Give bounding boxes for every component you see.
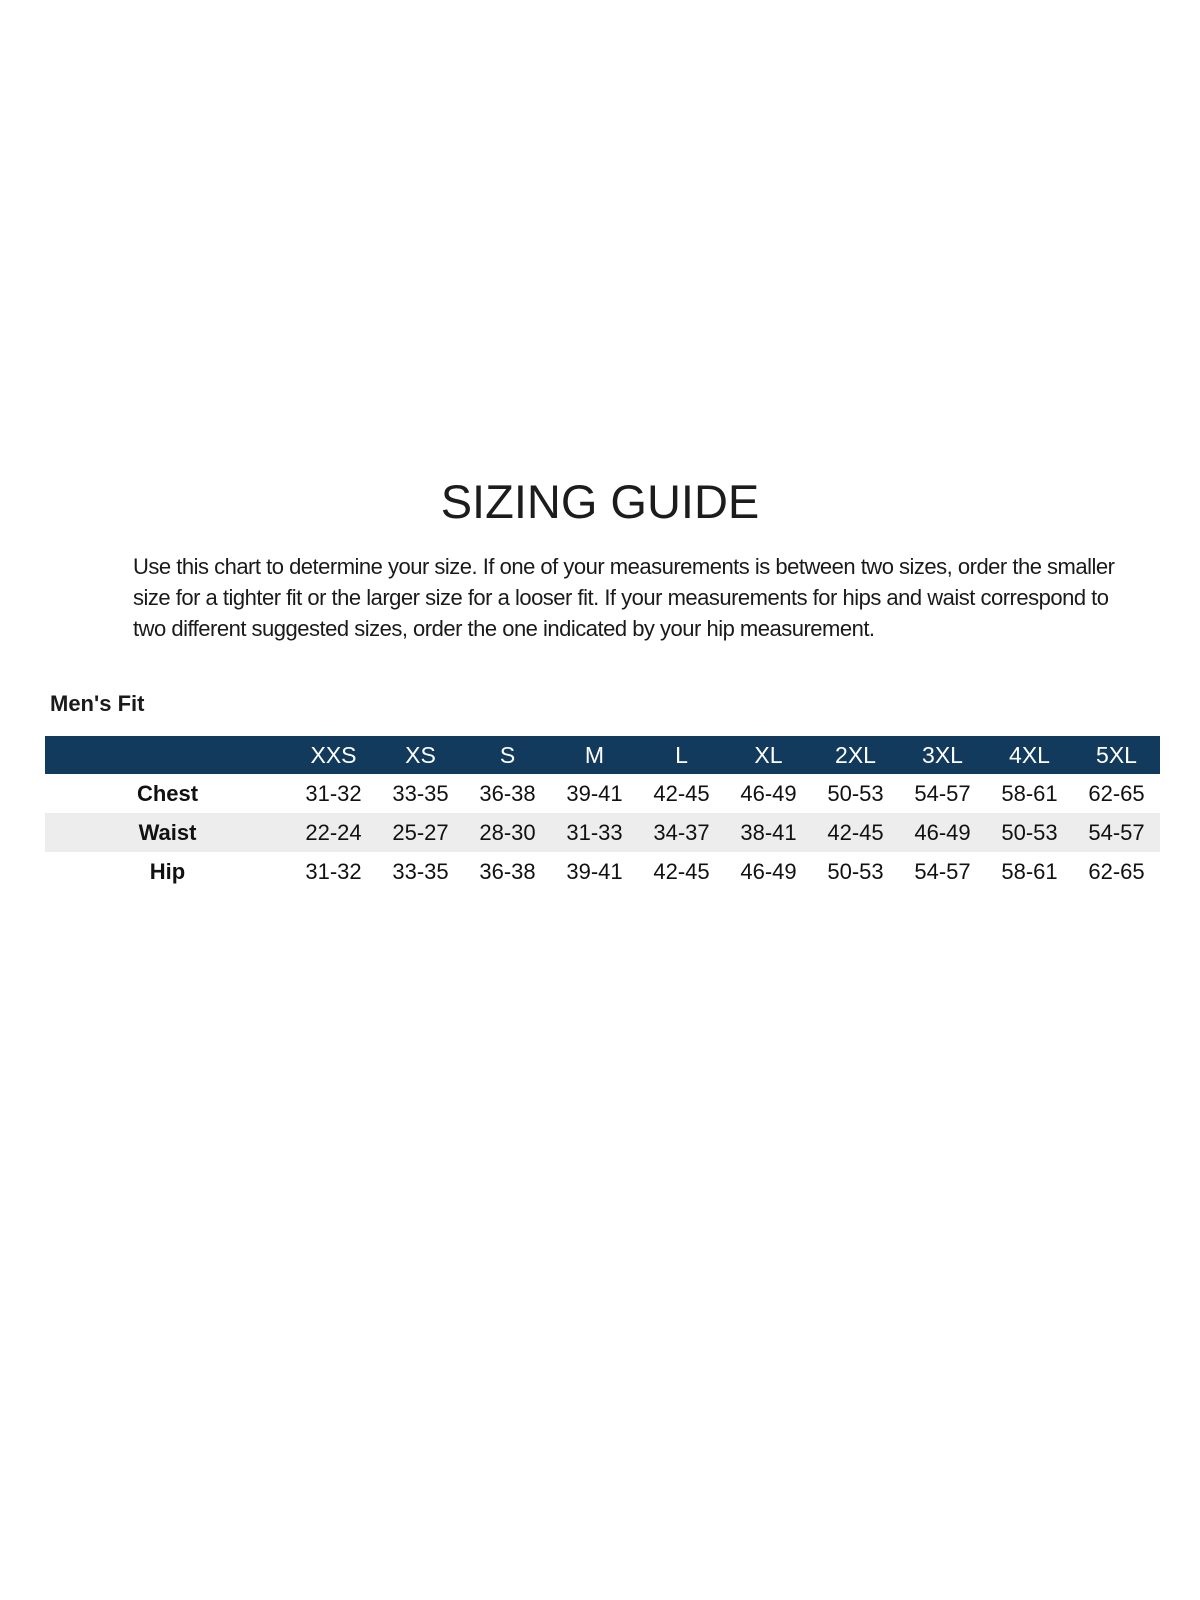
size-header: 5XL: [1096, 741, 1137, 768]
hip-value: 42-45: [653, 858, 710, 884]
size-header: S: [499, 741, 516, 768]
row-label-hip: Hip: [149, 858, 186, 884]
hip-value: 36-38: [479, 858, 536, 884]
hip-value: 58-61: [1001, 858, 1058, 884]
size-header: 3XL: [922, 741, 963, 768]
table-row-waist: [45, 813, 1160, 852]
size-table-header-row: [45, 736, 1160, 774]
hip-value: 54-57: [914, 858, 971, 884]
size-header: 2XL: [835, 741, 876, 768]
waist-value: 28-30: [479, 819, 536, 845]
intro-line-2: size for a tighter fit or the larger size for a looser fit. If your measurements for hips and waist correspond to: [133, 585, 1109, 610]
waist-value: 31-33: [566, 819, 623, 845]
hip-value: 50-53: [827, 858, 884, 884]
chest-value: 58-61: [1001, 780, 1058, 806]
size-header: XS: [405, 741, 436, 768]
waist-value: 38-41: [740, 819, 797, 845]
waist-value: 46-49: [914, 819, 971, 845]
hip-value: 62-65: [1088, 858, 1145, 884]
size-header-blank: [45, 736, 290, 774]
chest-value: 33-35: [392, 780, 449, 806]
chest-value: 46-49: [740, 780, 797, 806]
chest-value: 62-65: [1088, 780, 1145, 806]
chest-value: 42-45: [653, 780, 710, 806]
waist-value: 50-53: [1001, 819, 1058, 845]
intro-line-1: Use this chart to determine your size. If one of your measurements is between two sizes, order the smaller: [133, 554, 1115, 579]
chest-value: 54-57: [914, 780, 971, 806]
hip-value: 33-35: [392, 858, 449, 884]
size-header: XXS: [310, 741, 357, 768]
size-header: XL: [754, 741, 783, 768]
size-header: 4XL: [1009, 741, 1050, 768]
chest-value: 36-38: [479, 780, 536, 806]
waist-value: 54-57: [1088, 819, 1145, 845]
table-row-hip: [45, 852, 1160, 891]
section-label-mens-fit: Men's Fit: [50, 691, 145, 716]
waist-value: 42-45: [827, 819, 884, 845]
chest-value: 50-53: [827, 780, 884, 806]
table-row-chest: [45, 774, 1160, 813]
chest-value: 31-32: [305, 780, 362, 806]
size-header: M: [584, 741, 605, 768]
page-title: SIZING GUIDE: [440, 475, 760, 528]
intro-paragraph: [133, 551, 1115, 644]
hip-value: 39-41: [566, 858, 623, 884]
hip-value: 31-32: [305, 858, 362, 884]
mens-fit-size-table: [45, 736, 1160, 891]
hip-value: 46-49: [740, 858, 797, 884]
waist-value: 22-24: [305, 819, 362, 845]
intro-line-3: two different suggested sizes, order the one indicated by your hip measurement.: [133, 616, 875, 641]
row-label-waist: Waist: [138, 819, 197, 845]
waist-value: 34-37: [653, 819, 710, 845]
row-label-chest: Chest: [136, 780, 199, 806]
chest-value: 39-41: [566, 780, 623, 806]
size-header: L: [675, 741, 688, 768]
waist-value: 25-27: [392, 819, 449, 845]
